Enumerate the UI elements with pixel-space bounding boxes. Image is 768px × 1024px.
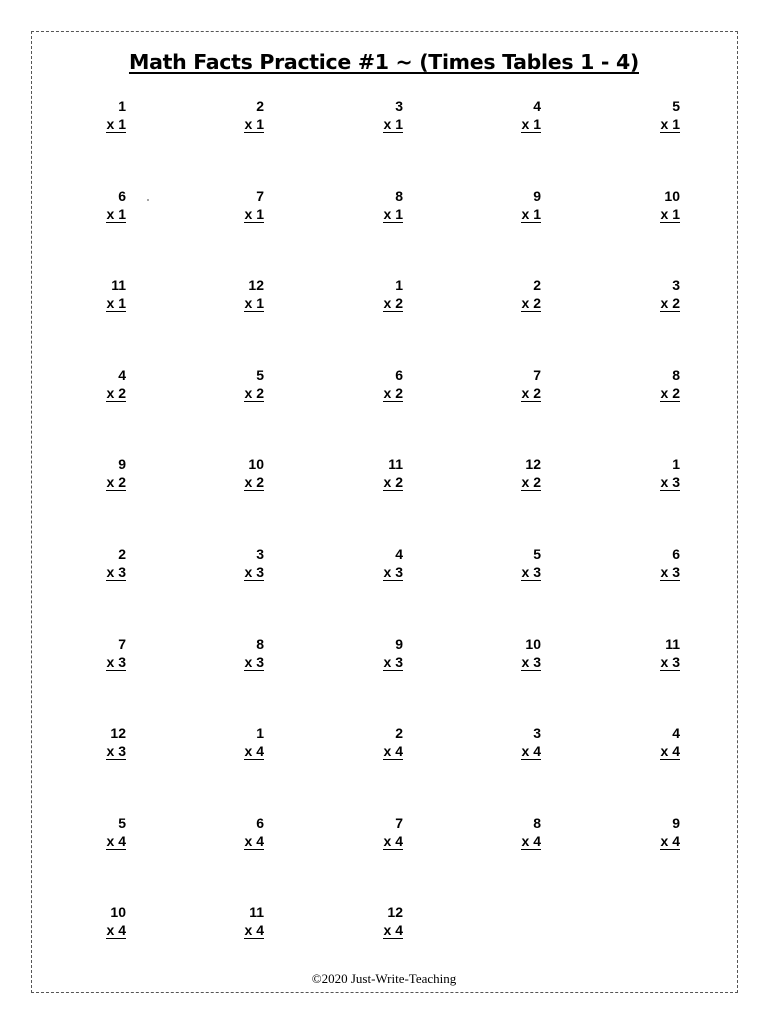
problem-multiplicand: 6 [395, 366, 403, 383]
problem-multiplicand: 3 [672, 277, 680, 294]
problem-multiplier: x 4 [521, 743, 541, 760]
problem-multiplicand: 2 [256, 98, 264, 114]
math-problem [66, 455, 126, 491]
math-problem [66, 276, 126, 312]
problem-multiplier: x 3 [244, 653, 264, 670]
problem-multiplier: x 1 [244, 116, 264, 132]
problem-multiplier: x 2 [383, 474, 403, 491]
stray-mark [147, 199, 149, 201]
problem-multiplier: x 4 [244, 832, 264, 849]
math-problem [66, 545, 126, 581]
problem-multiplicand: 12 [525, 456, 541, 473]
problem-multiplicand: 3 [533, 725, 541, 742]
problem-multiplicand: 10 [664, 187, 680, 204]
problem-multiplier: x 3 [660, 474, 680, 491]
problem-multiplier: x 4 [244, 922, 264, 939]
problem-multiplier: x 3 [660, 653, 680, 670]
copyright-footer: ©2020 Just-Write-Teaching [311, 971, 457, 986]
math-problem [204, 97, 264, 133]
problem-multiplicand: 11 [111, 277, 126, 294]
math-problem [481, 366, 541, 402]
problem-multiplier: x 1 [106, 116, 126, 132]
math-problem [620, 814, 680, 850]
problem-multiplier: x 2 [106, 384, 126, 401]
problem-multiplier: x 2 [521, 474, 541, 491]
problem-multiplicand: 2 [118, 546, 126, 562]
math-problem [204, 187, 264, 223]
math-problem [620, 545, 680, 581]
math-problem [204, 366, 264, 402]
problem-multiplier: x 1 [660, 116, 680, 132]
math-problem [620, 366, 680, 402]
problem-multiplier: x 4 [383, 832, 403, 849]
problem-multiplier: x 3 [660, 564, 680, 580]
math-problem [481, 635, 541, 671]
problem-multiplicand: 1 [256, 725, 264, 742]
problem-multiplier: x 4 [106, 922, 126, 939]
problem-multiplicand: 2 [395, 725, 403, 742]
problem-multiplicand: 6 [672, 546, 680, 562]
problem-multiplier: x 1 [383, 116, 403, 132]
problem-multiplicand: 5 [256, 366, 264, 383]
math-problem [204, 814, 264, 850]
problem-multiplier: x 4 [660, 743, 680, 760]
math-problem [66, 187, 126, 223]
problem-multiplier: x 2 [244, 474, 264, 491]
problem-multiplicand: 4 [118, 366, 126, 383]
problem-multiplier: x 4 [660, 832, 680, 849]
problem-multiplicand: 2 [533, 277, 541, 294]
math-problem [343, 97, 403, 133]
problem-multiplier: x 2 [660, 295, 680, 312]
problem-multiplier: x 4 [383, 922, 403, 939]
problem-multiplier: x 3 [106, 743, 126, 760]
problem-multiplier: x 4 [106, 832, 126, 849]
problem-multiplier: x 4 [521, 832, 541, 849]
problem-multiplier: x 1 [244, 295, 264, 312]
math-problem [66, 366, 126, 402]
math-problem [343, 635, 403, 671]
problem-multiplicand: 7 [533, 366, 541, 383]
problem-multiplier: x 4 [244, 743, 264, 760]
problem-multiplicand: 8 [256, 635, 264, 652]
math-problem [481, 455, 541, 491]
problem-multiplicand: 5 [672, 98, 680, 114]
problem-multiplicand: 4 [395, 546, 403, 562]
problem-multiplicand: 9 [395, 635, 403, 652]
math-problem [620, 97, 680, 133]
math-problem [620, 724, 680, 760]
problem-multiplicand: 12 [387, 904, 403, 921]
math-problem [343, 276, 403, 312]
math-problem [204, 276, 264, 312]
math-problem [620, 187, 680, 223]
problem-multiplier: x 1 [521, 205, 541, 222]
problem-multiplicand: 7 [118, 635, 126, 652]
math-problem [343, 814, 403, 850]
math-problem [66, 903, 126, 939]
problem-multiplicand: 3 [395, 98, 403, 114]
problem-multiplicand: 10 [525, 635, 541, 652]
problem-multiplicand: 6 [256, 814, 264, 831]
math-problem [343, 366, 403, 402]
problem-multiplier: x 2 [244, 384, 264, 401]
problem-multiplicand: 1 [672, 456, 680, 473]
math-problem [343, 724, 403, 760]
problem-multiplier: x 1 [521, 116, 541, 132]
problem-multiplicand: 3 [256, 546, 264, 562]
problem-multiplier: x 2 [383, 295, 403, 312]
math-problem [204, 455, 264, 491]
problem-multiplier: x 2 [660, 384, 680, 401]
problem-multiplier: x 3 [244, 564, 264, 580]
problem-multiplier: x 1 [660, 205, 680, 222]
problem-multiplier: x 4 [383, 743, 403, 760]
problem-multiplicand: 5 [533, 546, 541, 562]
math-problem [343, 545, 403, 581]
problem-multiplicand: 8 [533, 814, 541, 831]
problem-multiplicand: 12 [110, 725, 126, 742]
worksheet-title-text: Math Facts Practice #1 ~ (Times Tables 1 - 4) [128, 50, 639, 74]
math-problem [204, 545, 264, 581]
problem-multiplicand: 11 [388, 456, 403, 473]
math-problem [481, 814, 541, 850]
math-problem [66, 97, 126, 133]
problem-multiplicand: 11 [249, 904, 264, 921]
problem-multiplicand: 7 [395, 814, 403, 831]
problem-multiplier: x 2 [106, 474, 126, 491]
problem-multiplier: x 1 [383, 205, 403, 222]
math-problem [481, 545, 541, 581]
problem-multiplier: x 2 [383, 384, 403, 401]
math-problem [66, 724, 126, 760]
problem-multiplicand: 8 [395, 187, 403, 204]
math-problem [481, 276, 541, 312]
problem-multiplier: x 1 [106, 295, 126, 312]
math-problem [481, 724, 541, 760]
math-problem [620, 276, 680, 312]
math-problem [66, 814, 126, 850]
problem-multiplicand: 1 [118, 98, 126, 114]
problem-multiplicand: 5 [118, 814, 126, 831]
math-problem [481, 187, 541, 223]
math-problem [66, 635, 126, 671]
math-problem [343, 903, 403, 939]
problem-multiplicand: 9 [672, 814, 680, 831]
problem-multiplicand: 11 [665, 635, 680, 652]
problem-multiplicand: 12 [248, 277, 264, 294]
math-problem [620, 635, 680, 671]
math-problem [204, 635, 264, 671]
math-problem [204, 903, 264, 939]
problem-multiplicand: 4 [533, 98, 541, 114]
math-problem [343, 187, 403, 223]
problem-multiplicand: 8 [672, 366, 680, 383]
problem-multiplier: x 3 [106, 564, 126, 580]
problem-multiplicand: 9 [533, 187, 541, 204]
math-problem [204, 724, 264, 760]
problem-multiplicand: 4 [672, 725, 680, 742]
problem-multiplier: x 1 [244, 205, 264, 222]
problem-multiplicand: 7 [256, 187, 264, 204]
problem-multiplier: x 3 [521, 653, 541, 670]
problem-multiplier: x 1 [106, 205, 126, 222]
problem-multiplicand: 9 [118, 456, 126, 473]
problem-multiplier: x 3 [521, 564, 541, 580]
problem-multiplicand: 10 [110, 904, 126, 921]
problem-multiplicand: 1 [395, 277, 403, 294]
problem-multiplier: x 3 [106, 653, 126, 670]
problem-multiplicand: 10 [248, 456, 264, 473]
problem-multiplier: x 3 [383, 564, 403, 580]
problem-multiplier: x 2 [521, 384, 541, 401]
problem-multiplier: x 2 [521, 295, 541, 312]
problem-multiplicand: 6 [118, 187, 126, 204]
problem-multiplier: x 3 [383, 653, 403, 670]
math-problem [343, 455, 403, 491]
math-problem [620, 455, 680, 491]
math-problem [481, 97, 541, 133]
